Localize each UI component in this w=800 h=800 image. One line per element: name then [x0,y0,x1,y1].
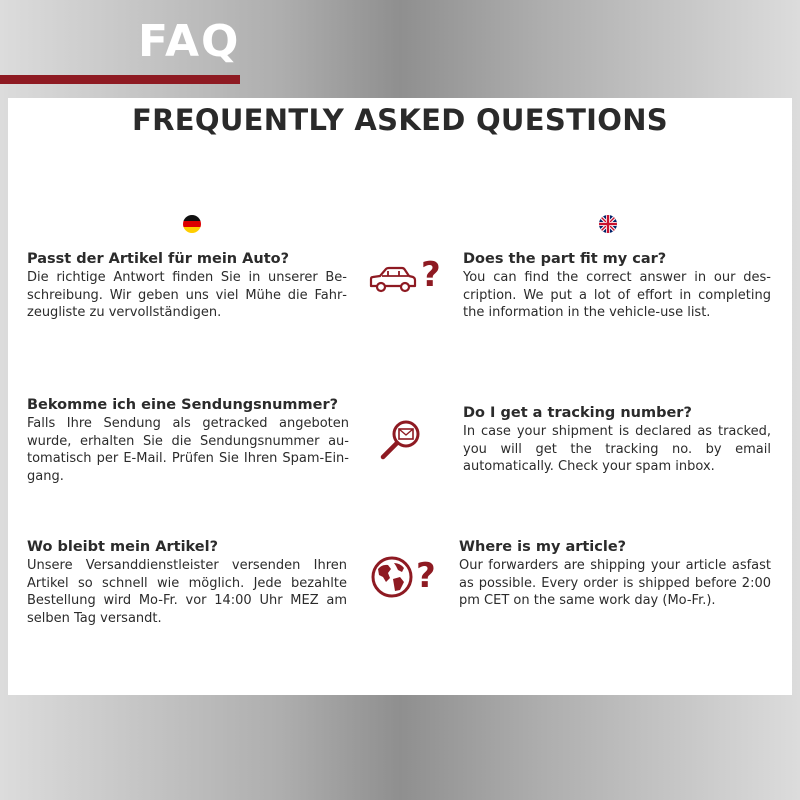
faq-item-de-1 [27,250,347,322]
car-question-icon [368,264,420,300]
faq-answer: In case your shipment is declared as tracked, you will get the tracking no. by email automatically. Check your spam inbox. [463,424,771,474]
faq-answer: Our forwarders are shipping your article asfast as possible. Every order is shipped before 2:00 pm CET on the same work day (Mo-Fr.). [459,558,771,608]
faq-question: Does the part fit my car? [463,251,667,267]
faq-item-en-1 [463,250,771,322]
faq-item-en-2 [463,404,771,476]
faq-question: Do I get a tracking number? [463,405,692,421]
faq-question: Wo bleibt mein Artikel? [27,539,219,555]
faq-answer: Unsere Versanddienstleister versenden Ihren Artikel so schnell wie möglich. Jede bezahlte Bestellung wird Mo-Fr. vor 14:00 Uhr MEZ am selben Tag versandt. [27,558,347,626]
faq-main-title: FREQUENTLY ASKED QUESTIONS [132,103,668,137]
flag-germany-icon [183,215,201,233]
faq-item-en-3 [459,538,771,610]
magnifier-tracking-icon [378,418,422,466]
question-mark-icon: ? [421,255,441,295]
header-accent-bar [0,75,240,84]
faq-answer: You can find the correct answer in our description. We put a lot of effort in completing the information in the vehicle-use list. [463,270,771,320]
faq-question: Passt der Artikel für mein Auto? [27,251,290,267]
faq-item-de-3 [27,538,347,627]
flag-uk-icon [599,215,617,233]
question-mark-icon: ? [416,556,436,596]
faq-question: Bekomme ich eine Sendungsnummer? [27,397,339,413]
faq-question: Where is my article? [459,539,627,555]
faq-item-de-2 [27,396,349,485]
faq-answer: Die richtige Antwort finden Sie in unserer Beschreibung. Wir geben uns viel Mühe die Fahrzeugliste zu vervollständigen. [27,270,347,320]
faq-answer: Falls Ihre Sendung als getracked angeboten wurde, erhalten Sie die Sendungsnummer automatisch per E-Mail. Prüfen Sie Ihren Spam-Eingang. [27,416,349,484]
globe-icon [370,555,414,603]
page-header-title: FAQ [138,16,241,67]
